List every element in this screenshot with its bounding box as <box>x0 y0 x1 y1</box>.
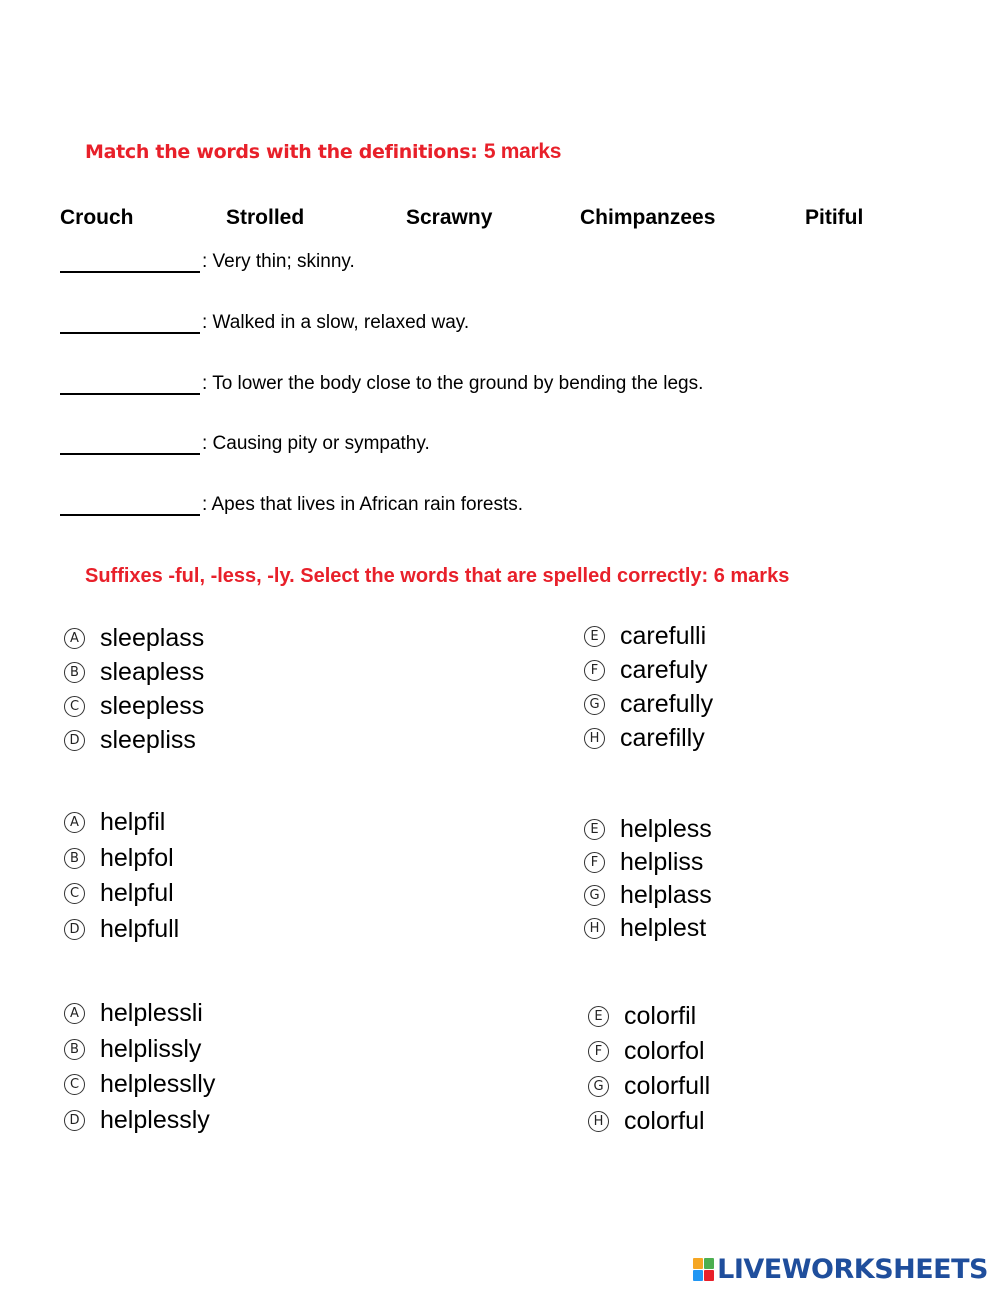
option-circle-icon: A <box>64 628 85 649</box>
option-word: sleeplass <box>100 623 205 652</box>
section2-title: Suffixes -ful, -less, -ly. Select the words that are spelled correctly: 6 marks <box>85 565 790 587</box>
question-6-options <box>588 999 710 1139</box>
option-word: carefuly <box>620 655 708 684</box>
section1-marks: 5 marks <box>483 140 562 163</box>
option-circle-icon: F <box>588 1041 609 1062</box>
definition-row <box>60 371 703 395</box>
option-circle-icon: B <box>64 1039 85 1060</box>
option-circle-icon: H <box>584 918 605 939</box>
option-word: carefulli <box>620 621 707 650</box>
option-c-sleepless[interactable] <box>64 689 204 723</box>
definition-text: : Apes that lives in African rain forests. <box>202 494 524 515</box>
option-word: carefully <box>620 689 714 718</box>
option-circle-icon: G <box>588 1076 609 1097</box>
option-circle-icon: C <box>64 883 85 904</box>
option-a-helplessli[interactable] <box>64 996 215 1032</box>
option-c-helplesslly[interactable] <box>64 1067 215 1103</box>
definition-text: : Walked in a slow, relaxed way. <box>202 312 470 333</box>
definition-row <box>60 310 469 334</box>
option-circle-icon: D <box>64 730 85 751</box>
definition-row <box>60 249 355 273</box>
option-circle-icon: E <box>584 819 605 840</box>
definition-text: : Very thin; skinny. <box>202 251 355 272</box>
section1-title <box>85 140 561 164</box>
option-word: sleepliss <box>100 725 196 754</box>
question-2-options <box>584 619 713 755</box>
option-word: helpliss <box>620 848 704 876</box>
option-f-carefuly[interactable] <box>584 653 713 687</box>
option-word: carefilly <box>620 723 705 752</box>
option-circle-icon: A <box>64 812 85 833</box>
option-e-colorfil[interactable] <box>588 999 710 1034</box>
word-bank-scrawny: Scrawny <box>406 206 493 229</box>
definition-row <box>60 492 523 516</box>
option-word: helplass <box>620 881 712 909</box>
option-g-carefully[interactable] <box>584 687 713 721</box>
option-f-colorfol[interactable] <box>588 1034 710 1069</box>
option-word: helplest <box>620 914 707 942</box>
option-circle-icon: D <box>64 1110 85 1131</box>
answer-blank-1[interactable] <box>60 251 200 273</box>
option-e-carefulli[interactable] <box>584 619 713 653</box>
word-bank-chimpanzees: Chimpanzees <box>580 206 716 229</box>
option-word: helplissly <box>100 1034 202 1063</box>
option-word: helpful <box>100 879 174 908</box>
option-circle-icon: B <box>64 848 85 869</box>
option-circle-icon: G <box>584 694 605 715</box>
option-circle-icon: G <box>584 885 605 906</box>
question-5-options <box>64 996 215 1138</box>
word-bank-pitiful: Pitiful <box>805 206 864 229</box>
option-circle-icon: F <box>584 660 605 681</box>
option-word: sleapless <box>100 657 205 686</box>
option-f-helpliss[interactable] <box>584 846 712 879</box>
option-word: helpfil <box>100 808 166 837</box>
option-circle-icon: E <box>584 626 605 647</box>
option-b-sleapless[interactable] <box>64 655 204 689</box>
option-word: helplessli <box>100 999 203 1028</box>
liveworksheets-logo-icon <box>693 1258 715 1282</box>
option-h-colorful[interactable] <box>588 1104 710 1139</box>
option-g-helplass[interactable] <box>584 879 712 912</box>
question-1-options <box>64 621 204 757</box>
option-circle-icon: E <box>588 1006 609 1027</box>
answer-blank-5[interactable] <box>60 494 200 516</box>
option-word: helpless <box>620 815 712 843</box>
option-word: colorfil <box>624 1002 697 1030</box>
definition-text: : Causing pity or sympathy. <box>202 433 430 454</box>
definition-row <box>60 431 430 455</box>
option-d-helpfull[interactable] <box>64 912 179 948</box>
option-a-helpfil[interactable] <box>64 805 179 841</box>
section1-title-text: Match the words with the definitions: <box>85 141 478 163</box>
option-circle-icon: A <box>64 1003 85 1024</box>
option-word: colorfull <box>624 1072 711 1100</box>
word-bank-crouch: Crouch <box>60 206 134 229</box>
option-g-colorfull[interactable] <box>588 1069 710 1104</box>
option-a-sleeplass[interactable] <box>64 621 204 655</box>
question-3-options <box>64 805 179 947</box>
option-h-helplest[interactable] <box>584 912 712 945</box>
option-circle-icon: C <box>64 696 85 717</box>
option-d-helplessly[interactable] <box>64 1103 215 1139</box>
question-4-options <box>584 813 712 945</box>
liveworksheets-logo[interactable] <box>693 1254 988 1285</box>
definition-text: : To lower the body close to the ground by bending the legs. <box>202 373 704 394</box>
option-circle-icon: D <box>64 919 85 940</box>
answer-blank-3[interactable] <box>60 373 200 395</box>
option-word: colorful <box>624 1107 705 1135</box>
option-d-sleepliss[interactable] <box>64 723 204 757</box>
option-b-helpfol[interactable] <box>64 841 179 877</box>
option-circle-icon: C <box>64 1074 85 1095</box>
option-circle-icon: B <box>64 662 85 683</box>
option-word: helpfull <box>100 914 180 943</box>
option-circle-icon: H <box>584 728 605 749</box>
option-word: sleepless <box>100 691 205 720</box>
option-word: helplessly <box>100 1105 210 1134</box>
option-word: helpfol <box>100 843 174 872</box>
option-word: helplesslly <box>100 1070 216 1099</box>
option-b-helplissly[interactable] <box>64 1032 215 1068</box>
option-circle-icon: F <box>584 852 605 873</box>
option-word: colorfol <box>624 1037 705 1065</box>
logo-text: LIVEWORKSHEETS <box>717 1254 988 1285</box>
option-c-helpful[interactable] <box>64 876 179 912</box>
answer-blank-4[interactable] <box>60 433 200 455</box>
option-circle-icon: H <box>588 1111 609 1132</box>
word-bank-strolled: Strolled <box>226 206 305 229</box>
option-e-helpless[interactable] <box>584 813 712 846</box>
option-h-carefilly[interactable] <box>584 721 713 755</box>
answer-blank-2[interactable] <box>60 312 200 334</box>
